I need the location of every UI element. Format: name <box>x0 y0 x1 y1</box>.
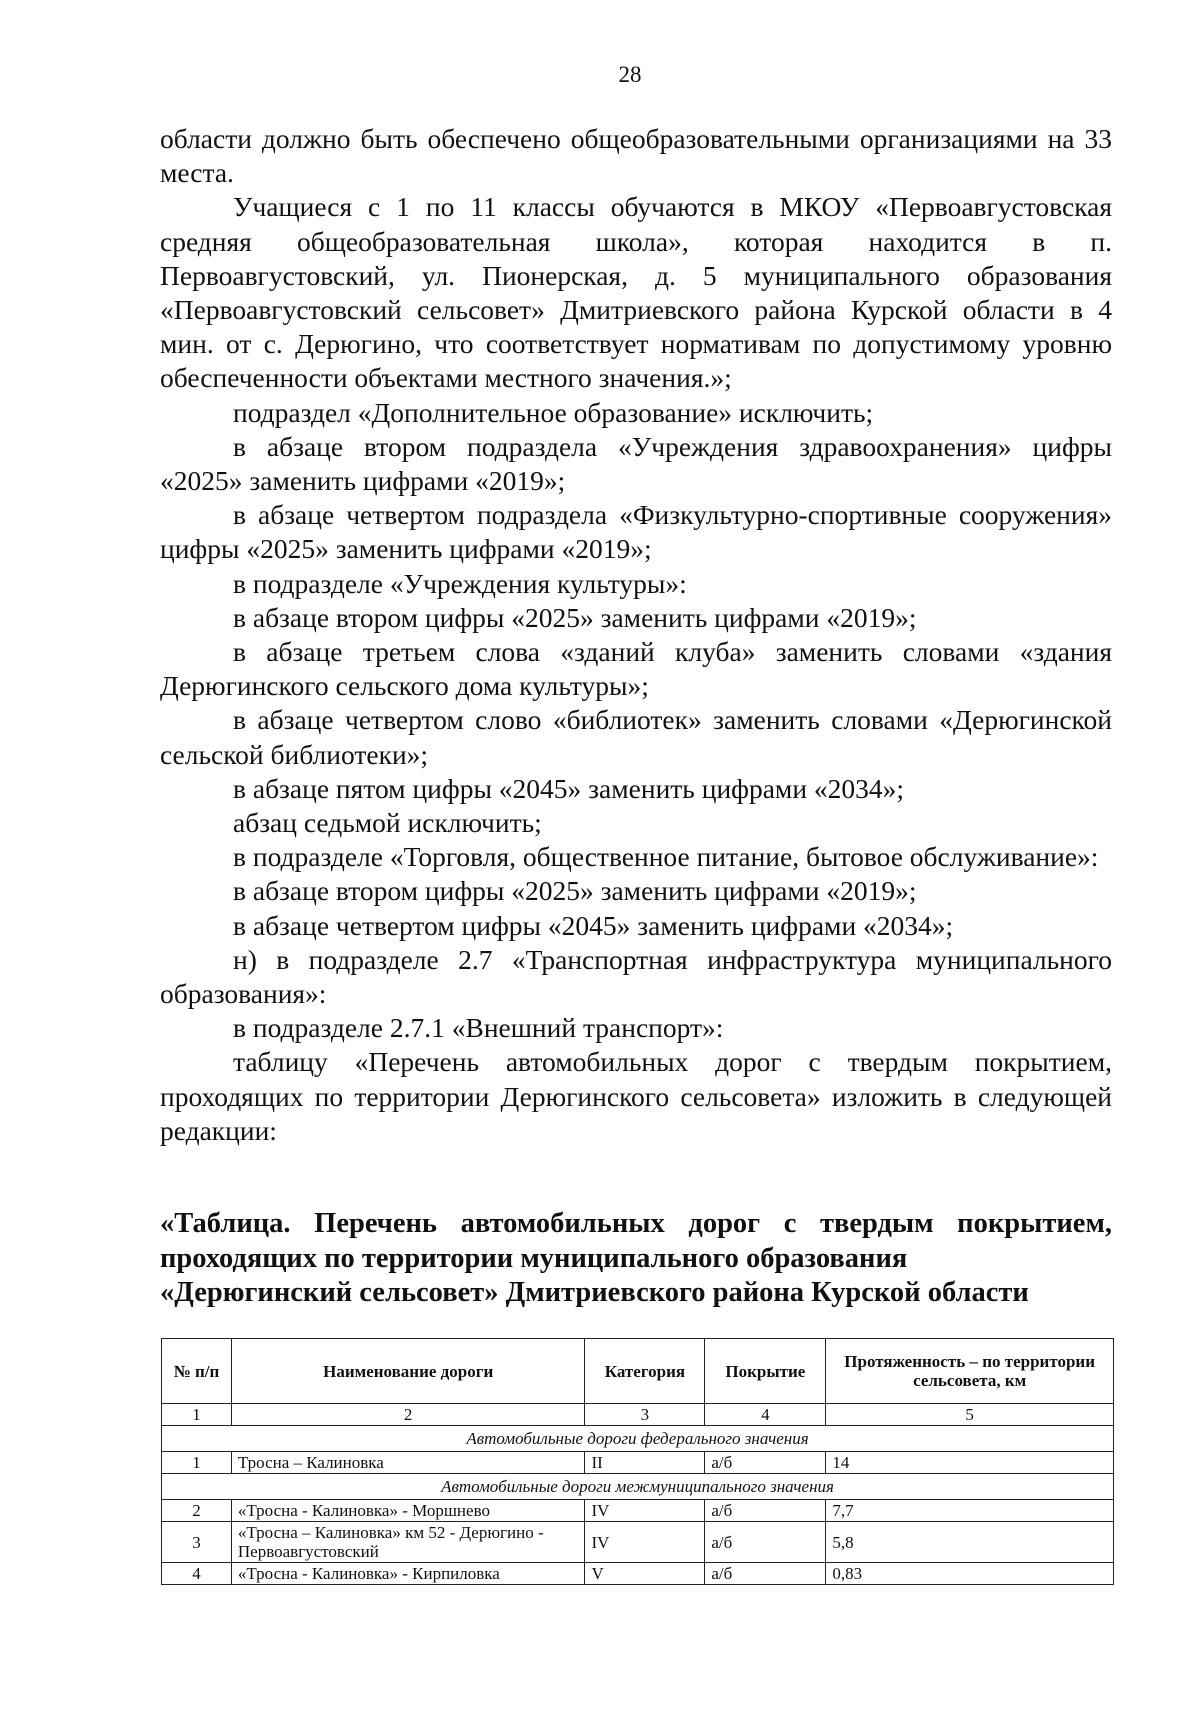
column-number: 2 <box>231 1404 585 1426</box>
table-title <box>160 1207 1112 1311</box>
cell-number: 4 <box>162 1563 232 1585</box>
cell-number: 1 <box>162 1452 232 1474</box>
paragraph: в абзаце третьем слова «зданий клуба» заменить словами «здания Дерюгинского сельского дома культуры»; <box>160 636 1112 702</box>
paragraph: в подразделе «Учреждения культуры»: <box>233 567 687 599</box>
paragraph: в абзаце четвертом слово «библиотек» заменить словами «Дерюгинской сельской библиотеки»; <box>160 704 1112 770</box>
section-title: Автомобильные дороги федерального значения <box>162 1426 1114 1452</box>
cell-road-name: «Тросна - Калиновка» - Кирпиловка <box>231 1563 585 1585</box>
column-number: 4 <box>705 1404 826 1426</box>
column-number: 5 <box>826 1404 1114 1426</box>
cell-surface: а/б <box>705 1500 826 1522</box>
paragraph: таблицу «Перечень автомобильных дорог с твердым покрытием, проходящих по территории Дерюгинского сельсовета» изложить в следующей редакции: <box>160 1046 1112 1146</box>
cell-surface: а/б <box>705 1452 826 1474</box>
paragraph: в абзаце втором цифры «2025» заменить цифрами «2019»; <box>233 875 917 907</box>
header-surface: Покрытие <box>705 1339 826 1404</box>
cell-number: 3 <box>162 1522 232 1563</box>
paragraph: в абзаце четвертом подраздела «Физкультурно-спортивные сооружения» цифры «2025» заменить цифрами «2019»; <box>160 499 1112 565</box>
page-number: 28 <box>618 62 642 87</box>
paragraph: области должно быть обеспечено общеобразовательными организациями на 33 места. <box>160 123 1112 189</box>
roads-table <box>161 1338 1114 1585</box>
table-row <box>162 1452 1114 1474</box>
paragraph: в абзаце втором цифры «2025» заменить цифрами «2019»; <box>233 601 917 633</box>
paragraph: в подразделе «Торговля, общественное питание, бытовое обслуживание»: <box>233 841 1099 873</box>
cell-category: IV <box>585 1522 705 1563</box>
table-row <box>162 1522 1114 1563</box>
table-title-line: «Дерюгинский сельсовет» Дмитриевского района Курской области <box>160 1277 1029 1308</box>
paragraph: подраздел «Дополнительное образование» исключить; <box>233 396 874 428</box>
header-number: № п/п <box>162 1339 232 1404</box>
section-row <box>162 1474 1114 1500</box>
cell-number: 2 <box>162 1500 232 1522</box>
paragraph: в подразделе 2.7.1 «Внешний транспорт»: <box>233 1012 724 1044</box>
paragraph: Учащиеся с 1 по 11 классы обучаются в МКОУ «Первоавгустовская средняя общеобразовательная школа», которая находится в п. Первоавгустовский, ул. Пионерская, д. 5 муниципального образования «Первоавгустовский сельсовет» Дмитриевского района Курской области в 4 мин. от с. Дерюгино, что соответствует нормативам по допустимому уровню обеспеченности объектами местного значения.»; <box>160 191 1112 394</box>
column-number: 3 <box>585 1404 705 1426</box>
paragraph: в абзаце пятом цифры «2045» заменить цифрами «2034»; <box>233 772 905 804</box>
cell-surface: а/б <box>705 1563 826 1585</box>
cell-road-name: «Тросна – Калиновка» км 52 - Дерюгино - Первоавгустовский <box>231 1522 585 1563</box>
table-row <box>162 1563 1114 1585</box>
header-length: Протяженность – по территории сельсовета, км <box>826 1339 1114 1404</box>
section-title: Автомобильные дороги межмуниципального значения <box>162 1474 1114 1500</box>
cell-length: 7,7 <box>826 1500 1114 1522</box>
cell-road-name: «Тросна - Калиновка» - Моршнево <box>231 1500 585 1522</box>
paragraph: абзац седьмой исключить; <box>233 807 542 839</box>
table-header-row <box>162 1339 1114 1404</box>
column-number: 1 <box>162 1404 232 1426</box>
paragraph: в абзаце четвертом цифры «2045» заменить цифрами «2034»; <box>233 909 954 941</box>
cell-road-name: Тросна – Калиновка <box>231 1452 585 1474</box>
cell-length: 14 <box>826 1452 1114 1474</box>
cell-category: IV <box>585 1500 705 1522</box>
header-road-name: Наименование дороги <box>231 1339 585 1404</box>
cell-length: 0,83 <box>826 1563 1114 1585</box>
table-row <box>162 1500 1114 1522</box>
cell-length: 5,8 <box>826 1522 1114 1563</box>
cell-surface: а/б <box>705 1522 826 1563</box>
paragraph: в абзаце втором подраздела «Учреждения здравоохранения» цифры «2025» заменить цифрами «2019»; <box>160 430 1112 497</box>
paragraph: н) в подразделе 2.7 «Транспортная инфраструктура муниципального образования»: <box>160 943 1112 1010</box>
body-text <box>160 122 1112 1148</box>
column-numbers-row <box>162 1404 1114 1426</box>
section-row <box>162 1426 1114 1452</box>
header-category: Категория <box>585 1339 705 1404</box>
cell-category: II <box>585 1452 705 1474</box>
cell-category: V <box>585 1563 705 1585</box>
table-title-line: «Таблица. Перечень автомобильных дорог с твердым покрытием, проходящих по территории муниципального образования <box>160 1208 1112 1274</box>
